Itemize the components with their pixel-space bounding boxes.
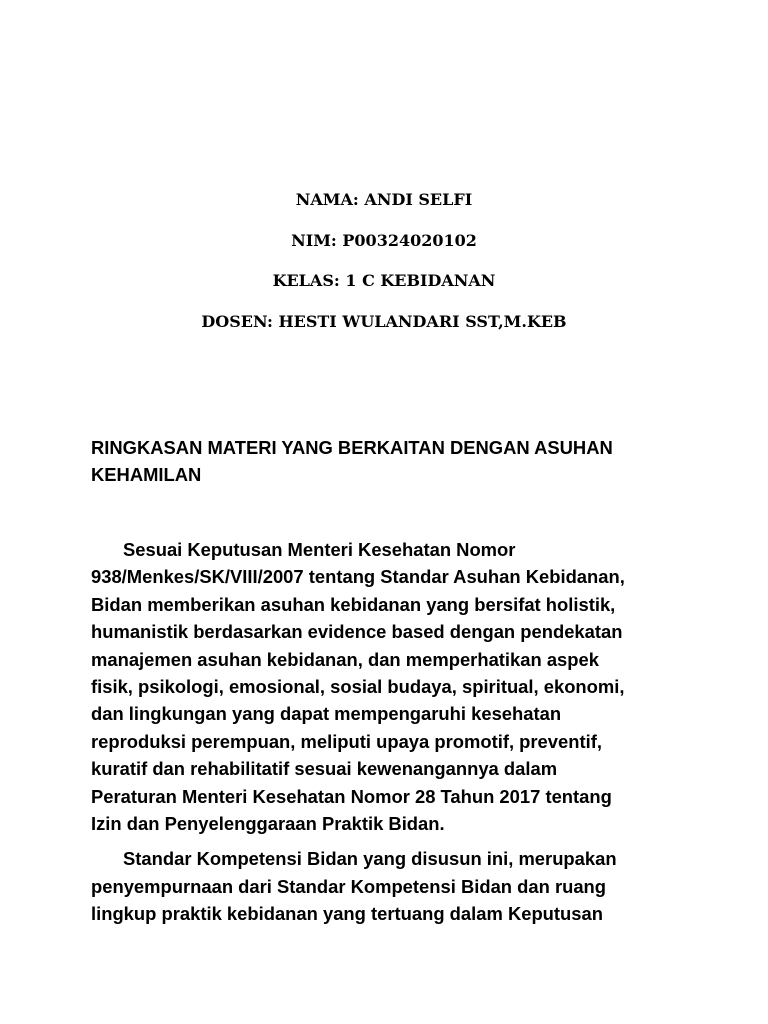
student-class: KELAS: 1 C KEBIDANAN [272,271,496,290]
student-nim: NIM: P00324020102 [291,230,477,250]
paragraph-line: lingkup praktik kebidanan yang tertuang dalam Keputusan [91,903,603,925]
paragraph-line: Izin dan Penyelenggaraan Praktik Bidan. [91,813,445,835]
paragraph-line: 938/Menkes/SK/VIII/2007 tentang Standar Asuhan Kebidanan, [91,566,625,588]
document-body [91,536,691,936]
title-line: RINGKASAN MATERI YANG BERKAITAN DENGAN ASUHAN [91,437,613,458]
title-line: KEHAMILAN [91,464,202,485]
student-name: NAMA: ANDI SELFI [295,190,473,209]
paragraph-line: Peraturan Menteri Kesehatan Nomor 28 Tahun 2017 tentang [91,785,612,807]
paragraph-line: fisik, psikologi, emosional, sosial budaya, spiritual, ekonomi, [91,676,625,698]
paragraph-line: kuratif dan rehabilitatif sesuai kewenangannya dalam [91,758,558,780]
paragraph-1 [91,536,691,837]
paragraph-line: humanistik berdasarkan evidence based dengan pendekatan [91,621,623,643]
paragraph-line: Standar Kompetensi Bidan yang disusun ini, merupakan [123,848,617,870]
paragraph-line: dan lingkungan yang dapat mempengaruhi kesehatan [91,703,562,725]
paragraph-line: Bidan memberikan asuhan kebidanan yang bersifat holistik, [91,593,616,615]
paragraph-2 [91,845,691,927]
student-info-block [0,188,768,350]
lecturer-name: DOSEN: HESTI WULANDARI SST,M.KEB [201,311,567,331]
paragraph-line: reproduksi perempuan, meliputi upaya promotif, preventif, [91,730,602,752]
paragraph-line: manajemen asuhan kebidanan, dan memperhatikan aspek [91,648,599,670]
document-title [91,434,691,488]
paragraph-line: Sesuai Keputusan Menteri Kesehatan Nomor [123,539,516,560]
paragraph-line: penyempurnaan dari Standar Kompetensi Bidan dan ruang [91,875,607,897]
